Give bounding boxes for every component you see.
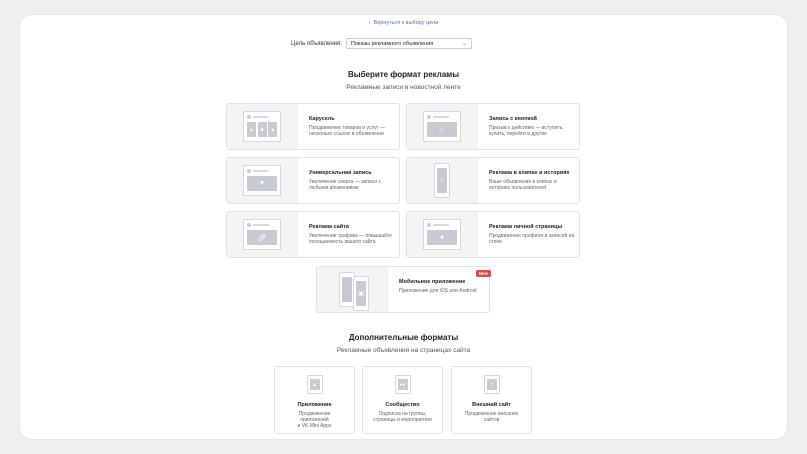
goal-label: Цель объявления:	[291, 40, 342, 47]
card-title: Универсальная запись	[309, 170, 372, 176]
card-thumbnail	[227, 104, 298, 149]
format-card-personal-page[interactable]	[406, 211, 580, 258]
card-title: Карусель	[309, 116, 335, 122]
card-description: Продвижение профиля и записей на стене	[489, 233, 575, 245]
formats-title: Выберите формат рекламы	[347, 70, 460, 79]
back-link-label: Вернуться к выбору цели	[373, 20, 439, 26]
person-icon: ●	[427, 230, 457, 245]
card-thumbnail	[407, 158, 478, 203]
format-card-carousel[interactable]	[226, 103, 400, 150]
goal-select[interactable]	[346, 38, 472, 49]
card-description: Продвижение приложений и VK Mini Apps	[297, 411, 332, 429]
formats-subtitle: Рекламные записи в новостной ленте	[346, 84, 461, 91]
link-icon: 🔗︎	[247, 230, 277, 245]
card-description: Ваше объявления в клипах и историях пользователей	[489, 179, 557, 191]
card-title: Приложение	[297, 402, 332, 408]
post-mock	[243, 165, 281, 196]
android-icon: ▣	[356, 281, 366, 306]
app-icon: ▲	[307, 375, 323, 394]
card-description: Приложение для iOS или Android	[399, 288, 477, 294]
card-title: Внешний сайт	[472, 402, 511, 408]
extra-subtitle: Рекламные объявления на страницах сайта	[336, 347, 471, 354]
fire-icon: ♨	[427, 122, 457, 137]
card-description: Подписка на группы, страницы и мероприятия	[373, 411, 432, 423]
community-icon: ●●	[395, 375, 411, 394]
card-title: Реклама сайта	[309, 224, 349, 230]
card-title: Запись с кнопкой	[489, 116, 537, 122]
card-description: Продвижение товаров и услуг — несколько ссылок в объявлении	[309, 125, 386, 137]
card-description: Увеличение трафика — повышайте посещаемость вашего сайта	[309, 233, 392, 245]
format-card-clips-stories[interactable]	[406, 157, 580, 204]
card-title: Реклама личной страницы	[489, 224, 563, 230]
post-mock	[423, 111, 461, 142]
format-card-universal-post[interactable]	[226, 157, 400, 204]
card-thumbnail	[227, 158, 298, 203]
card-description: Продвижение внешних сайтов	[464, 411, 519, 423]
card-title: Мобильное приложение	[399, 279, 466, 285]
card-title: Сообщество	[385, 402, 420, 408]
card-title: Реклама в клипах и историях	[489, 170, 570, 176]
chevron-down-icon: ⌄	[461, 41, 467, 47]
card-thumbnail	[407, 104, 478, 149]
format-card-mobile-app[interactable]	[316, 266, 490, 313]
apple-icon	[342, 277, 352, 302]
extra-card-app[interactable]	[274, 366, 355, 434]
card-thumbnail	[317, 267, 388, 312]
goal-select-value: Показы рекламного объявления	[350, 41, 434, 47]
carousel-icon: ▲ ■ ▲	[247, 122, 277, 137]
goal-row	[291, 38, 472, 49]
card-thumbnail	[407, 212, 478, 257]
extra-card-external-site[interactable]	[451, 366, 532, 434]
fire-icon: ♨	[437, 168, 447, 193]
post-mock	[243, 111, 281, 142]
chevron-left-icon: ‹	[368, 20, 371, 26]
phone-mock	[434, 163, 450, 198]
back-link[interactable]	[0, 20, 807, 26]
format-card-button-post[interactable]	[406, 103, 580, 150]
new-badge: New	[476, 270, 491, 277]
card-description: Призыв к действию — вступить, купить, перейти и другие	[489, 125, 564, 137]
post-mock	[243, 219, 281, 250]
card-description: Увеличение охвата — записи с любыми вложениями	[309, 179, 381, 191]
phone-mock	[353, 276, 369, 311]
extra-card-community[interactable]	[362, 366, 443, 434]
format-card-website[interactable]	[226, 211, 400, 258]
external-site-icon: ↗	[484, 375, 500, 394]
extra-title: Дополнительные форматы	[348, 333, 459, 342]
card-thumbnail	[227, 212, 298, 257]
post-mock	[423, 219, 461, 250]
heart-icon: ♥	[247, 176, 277, 191]
